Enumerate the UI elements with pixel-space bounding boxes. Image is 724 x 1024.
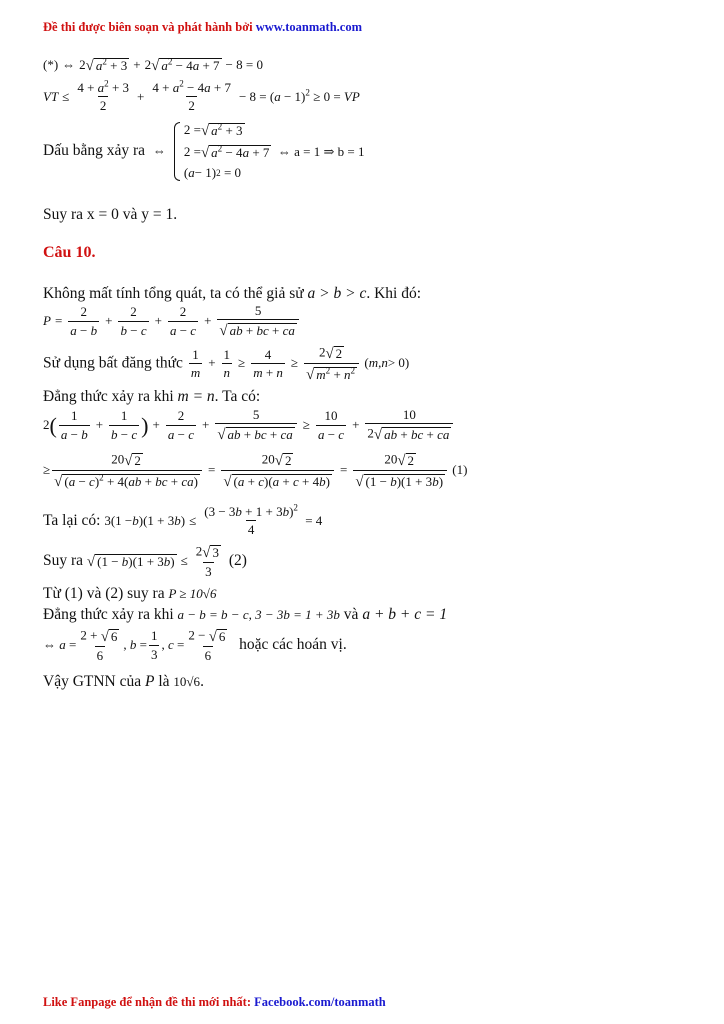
perm-text: hoặc các hoán vị. — [239, 636, 347, 654]
line-estimate-1 — [43, 408, 455, 443]
footer-text: Like Fanpage để nhận đề thi mới nhất: — [43, 995, 255, 1009]
question-title: Câu 10. — [43, 244, 96, 261]
math-estimate-2: ≥ 20 √ 2 √ $(a - c)^2 + 4(ab$ + bc + ca) = 20 √ 2 √ (a + c)(a + c + 4b) = 20 √ 2 √ (1 − b)(1 + 3b) (1) — [43, 451, 468, 490]
wlog-math: a > b > c — [307, 285, 367, 302]
math-final-value: 10√6 — [173, 673, 201, 689]
page-footer — [43, 995, 386, 1010]
line-conclusion-xy: Suy ra x = 0 và y = 1. — [43, 206, 178, 223]
math-system: ⇔ 2 = √ $a^2 + 3$ 2 = √ $a^2 - 4a + 7$ ⇔ a = 1 ⇒ b = 1 ( a − 1) 2 = 0 — [152, 121, 365, 180]
line-vt — [43, 78, 364, 114]
also-result: = 4 — [305, 512, 323, 528]
equality-result: ⇔ a = 1 ⇒ b = 1 — [277, 143, 365, 159]
page-header — [43, 20, 362, 35]
math-equality-final: a − b = b − c, 3 − 3b = 1 + 3b — [177, 606, 340, 622]
math-from12: P ≥ 10√6 — [168, 585, 217, 601]
line-star — [43, 56, 267, 74]
header-text: Đề thi được biên soạn và phát hành bởi — [43, 20, 256, 34]
math-vt: VT ≤ $\frac{4 + a^2 + 3}{2}$ + $\frac{4 + a^2 - 4a + 7}{2}$ − $8 = (a - 1)^2 \ge 0$ = VP — [43, 78, 360, 114]
math-am-hm: 1 m + $\frac{1}{n}$ ≥ $\frac{4}{m + n}$ ≥ 2 √ 2 √ $m^2 + n^2$ ( m , n > 0) — [190, 344, 410, 383]
line-hence: Suy ra √ (1 − b)(1 + 3b) ≤ 2 √ 3 3 (2) — [43, 543, 247, 579]
math-also: 3(1 − b )(1 + 3 b ) ≤ $\frac{(3 - 3b + 1 + 3b)^2}{4}$ = 4 — [104, 502, 323, 538]
math-star: (*) ⇔ 2 √ $a^2 + 3$ + 2 √ $a^2 - 4a + 7$ − 8 = 0 — [43, 56, 263, 74]
line-equality-mn: Đẳng thức xảy ra khi m = n. Ta có: — [43, 388, 261, 405]
line-wlog: Không mất tính tổng quát, ta có thể giả sử a > b > c. Khi đó: — [43, 285, 422, 302]
line-equality-system — [43, 122, 364, 181]
math-estimate-1: 2 ( 1 a − b + $\frac{1}{b - c}$ ) + $\frac{2}{a - c}$ + 5 √ ab + bc + ca ≥ $\frac{10}{a - c}$ + 10 2 √ ab + bc + ca — [43, 408, 455, 443]
conclusion-xy-math: x = 0 và y = 1. — [86, 206, 178, 223]
line-estimate-2 — [43, 452, 467, 490]
line-solution — [43, 628, 347, 663]
footer-site-link[interactable]: Facebook.com/toanmath — [254, 995, 386, 1009]
math-sum: a + b + c = 1 — [362, 606, 448, 623]
label-2: (2) — [228, 552, 247, 570]
math-p-definition: P = $\frac{2}{a - b}$ + $\frac{2}{b - c}$ + $\frac{2}{a - c}$ + 5 √ ab + bc + ca — [43, 304, 301, 339]
line-equality-final: Đẳng thức xảy ra khi a − b = b − c, 3 − 3b = 1 + 3b và a + b + c = 1 — [43, 606, 448, 623]
equality-label: Dấu bằng xảy ra — [43, 141, 145, 159]
line-final: Vậy GTNN của P là 10√6. — [43, 673, 204, 690]
math-hence: √ (1 − b)(1 + 3b) ≤ 2 √ 3 3 — [86, 543, 219, 579]
line-from12: Từ (1) và (2) suy ra P ≥ 10√6 — [43, 585, 217, 602]
label-1: (1) — [452, 462, 468, 478]
math-solution: ⇔ a = 2 + √ 6 6 , b = 1 3 , c = 2 − √ 6 6 — [43, 627, 226, 663]
line-p-definition — [43, 304, 301, 339]
header-site-link[interactable]: www.toanmath.com — [255, 20, 362, 34]
line-also: Ta lại có: 3(1 − b )(1 + 3 b ) ≤ $\frac{(3 - 3b + 1 + 3b)^2}{4}$ = 4 — [43, 502, 323, 538]
line-use-inequality: Sử dụng bất đăng thức 1 m + $\frac{1}{n}$ ≥ $\frac{4}{m + n}$ ≥ 2 √ 2 √ $m^2 + n^2$ ( m , n > 0) — [43, 344, 410, 383]
